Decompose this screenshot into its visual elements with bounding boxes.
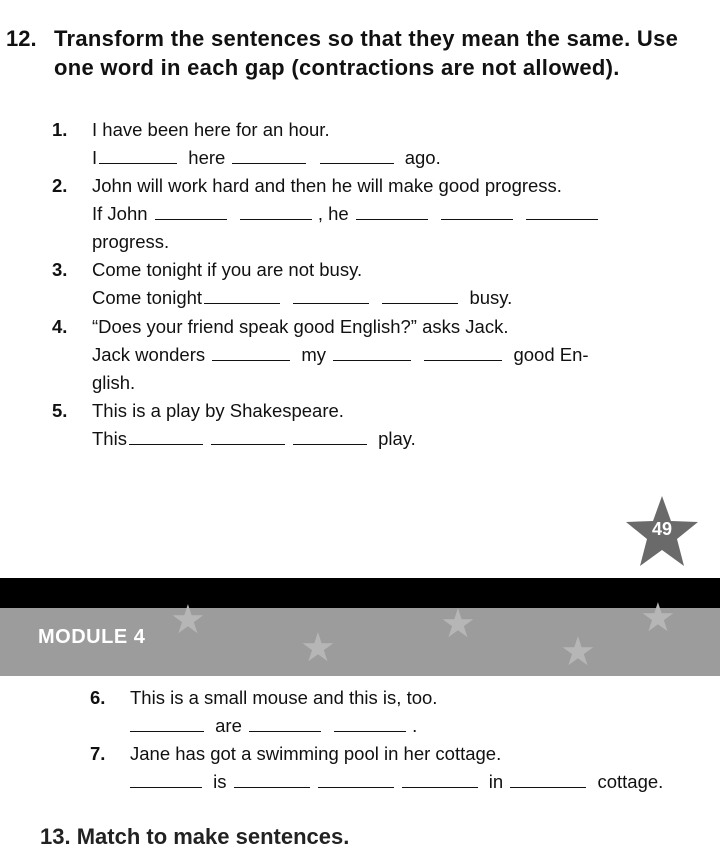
answer-gap[interactable]	[320, 145, 394, 164]
exercise-sentence: Jane has got a swimming pool in her cottage.	[130, 743, 502, 764]
answer-gap[interactable]	[424, 342, 502, 361]
exercise-number: 1.	[52, 119, 68, 140]
exercise-sentence: Come tonight if you are not busy.	[92, 259, 363, 280]
next-task-heading-cut: 13. Match to make sentences.	[40, 824, 350, 849]
exercise-transform-line	[92, 144, 441, 172]
exercise-transform-line	[130, 768, 663, 796]
gap-text: I	[92, 147, 98, 168]
gap-text: busy.	[469, 287, 513, 308]
gap-text: play.	[378, 428, 416, 449]
star-icon: ★	[170, 598, 206, 642]
answer-gap[interactable]	[129, 426, 203, 445]
exercise-number: 7.	[90, 743, 106, 764]
answer-gap[interactable]	[240, 201, 312, 220]
gap-text: , he	[317, 203, 349, 224]
page-separator	[0, 578, 720, 608]
exercise-sentence: “Does your friend speak good English?” asks Jack.	[92, 316, 509, 337]
exercise-number: 2.	[52, 175, 68, 196]
exercise-number: 4.	[52, 316, 68, 337]
exercise-transform-line	[92, 200, 604, 228]
exercise-number: 3.	[52, 259, 68, 280]
gap-text: If John	[92, 203, 148, 224]
gap-text: my	[301, 344, 327, 365]
answer-gap[interactable]	[212, 342, 290, 361]
exercise-transform-continuation: glish.	[92, 372, 136, 393]
exercise-sentence: This is a play by Shakespeare.	[92, 400, 344, 421]
answer-gap[interactable]	[333, 342, 411, 361]
gap-text: Come tonight	[92, 287, 203, 308]
gap-text: cottage.	[597, 771, 664, 792]
answer-gap[interactable]	[249, 713, 321, 732]
gap-text: This	[92, 428, 127, 449]
answer-gap[interactable]	[232, 145, 306, 164]
exercise-number: 5.	[52, 400, 68, 421]
answer-gap[interactable]	[204, 285, 280, 304]
exercise-transform-line	[92, 341, 589, 369]
answer-gap[interactable]	[234, 769, 310, 788]
exercise-number: 6.	[90, 687, 106, 708]
exercise-transform-line	[92, 425, 416, 453]
task-instruction: Transform the sentences so that they mean the same. Use one word in each gap (contractions are not allowed).	[54, 26, 679, 80]
gap-text: here	[188, 147, 226, 168]
exercise-transform-line	[130, 712, 417, 740]
answer-gap[interactable]	[130, 769, 202, 788]
star-icon: ★	[440, 602, 476, 646]
answer-gap[interactable]	[526, 201, 598, 220]
gap-text: is	[213, 771, 227, 792]
gap-text: Jack wonders	[92, 344, 206, 365]
answer-gap[interactable]	[155, 201, 227, 220]
page-number: 49	[651, 519, 673, 539]
answer-gap[interactable]	[334, 713, 406, 732]
gap-text: .	[412, 715, 418, 736]
gap-text: in	[488, 771, 504, 792]
answer-gap[interactable]	[402, 769, 478, 788]
gap-text: good En-	[513, 344, 589, 365]
answer-gap[interactable]	[382, 285, 458, 304]
answer-gap[interactable]	[99, 145, 177, 164]
exercise-sentence: John will work hard and then he will make good progress.	[92, 175, 562, 196]
answer-gap[interactable]	[293, 285, 369, 304]
answer-gap[interactable]	[130, 713, 204, 732]
star-icon: ★	[560, 630, 596, 674]
answer-gap[interactable]	[356, 201, 428, 220]
gap-text: ago.	[404, 147, 441, 168]
exercise-transform-continuation: progress.	[92, 231, 170, 252]
star-icon: ★	[640, 596, 676, 640]
exercise-transform-line	[92, 284, 512, 312]
task-number: 12.	[6, 26, 37, 51]
exercise-sentence: This is a small mouse and this is, too.	[130, 687, 438, 708]
star-icon: ★	[300, 626, 336, 670]
module-label: MODULE 4	[38, 626, 146, 648]
answer-gap[interactable]	[211, 426, 285, 445]
answer-gap[interactable]	[318, 769, 394, 788]
exercise-sentence: I have been here for an hour.	[92, 119, 330, 140]
page-number-badge	[622, 492, 702, 572]
answer-gap[interactable]	[510, 769, 586, 788]
gap-text: are	[215, 715, 242, 736]
answer-gap[interactable]	[441, 201, 513, 220]
answer-gap[interactable]	[293, 426, 367, 445]
module-header	[0, 596, 720, 676]
